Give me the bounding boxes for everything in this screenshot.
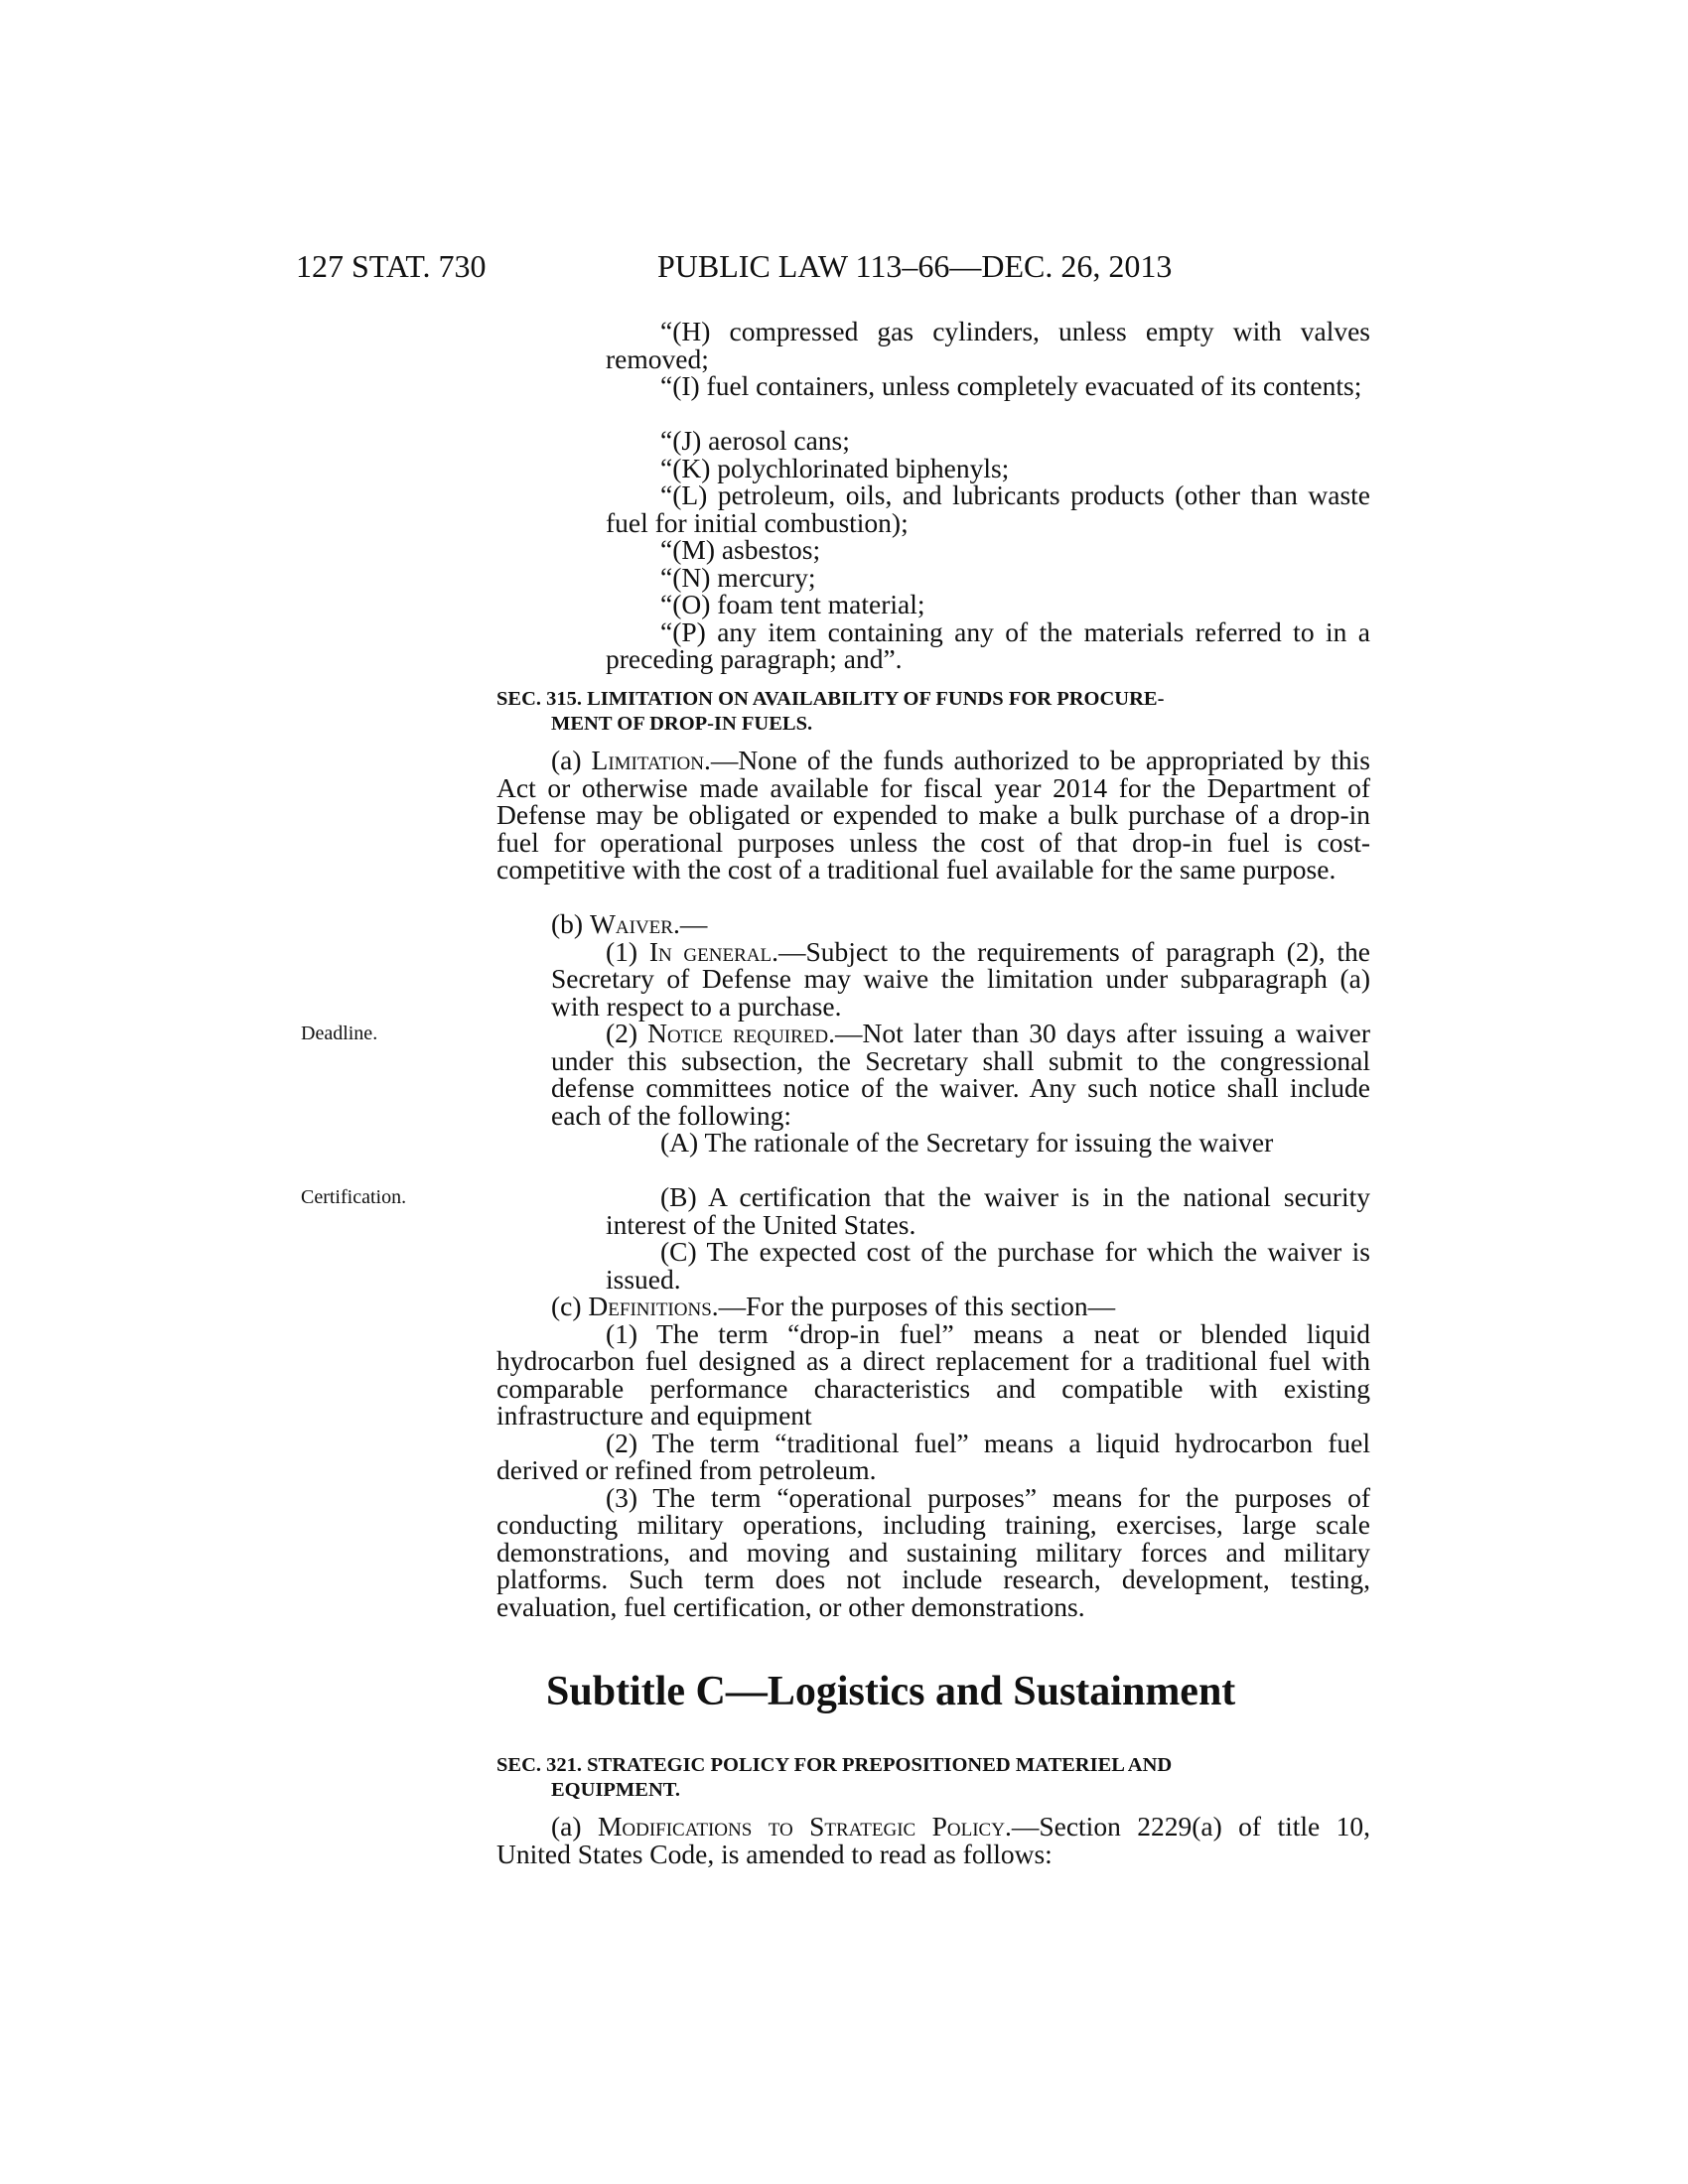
subsection-a: (a) Modifications to Strategic Policy.—Section 2229(a) of title 10, United States Code, is amended to read as follows: — [496, 1811, 1371, 1869]
definition-2: (2) The term “traditional fuel” means a liquid hydrocarbon fuel derived or refined from petroleum. — [496, 1427, 1370, 1485]
subsection-a: (a) Limitation.—None of the funds authorized to be appropriated by this Act or otherwise made available for fiscal year 2014 for the Department of Defense may be obligated or expended to make a bulk purchase of a drop-in fuel for operational purposes unless the cost of that drop-in fuel is cost-competitive with the cost of a traditional fuel available for the same purpose. — [496, 745, 1370, 885]
subparagraph-A: (A) The rationale of the Secretary for issuing the waiver — [660, 1127, 1274, 1158]
subsection-caption: Modifications to Strategic Policy — [597, 1811, 1005, 1842]
list-item: “(I) fuel containers, unless completely evacuated of its contents; — [660, 370, 1362, 401]
paragraph-caption: In general — [648, 935, 773, 967]
subsection-caption: Definitions — [588, 1291, 712, 1321]
subparagraph-C: (C) The expected cost of the purchase for which the waiver is issued. — [606, 1236, 1370, 1295]
subtitle-heading: Subtitle C—Logistics and Sustainment — [546, 1669, 1236, 1714]
section-heading: SEC. 321. STRATEGIC POLICY FOR PREPOSITIONED MATERIEL AND — [496, 1754, 1173, 1776]
list-item: “(P) any item containing any of the materials referred to in a preceding paragraph; and”. — [606, 615, 1370, 674]
list-item: “(H) compressed gas cylinders, unless empty with valves removed; — [606, 316, 1370, 374]
paragraph-b2: (2) Notice required.—Not later than 30 days after issuing a waiver under this subsection, the Secretary shall submit to the congressional defense committees notice of the waiver. Any such notice shall include each of the following: — [551, 1018, 1370, 1131]
margin-note-certification: Certification. — [301, 1186, 407, 1208]
subsection-caption: Waiver — [589, 908, 673, 939]
margin-note-deadline: Deadline. — [301, 1023, 378, 1044]
subparagraph-B: (B) A certification that the waiver is in the national security interest of the United States. — [606, 1181, 1370, 1240]
definition-1: (1) The term “drop-in fuel” means a neat or blended liquid hydrocarbon fuel designed as a direct replacement for a traditional fuel with comparable performance characteristics and compatible with existing infrastructure and equipment — [496, 1317, 1370, 1431]
paragraph-b1: (1) In general.—Subject to the requirements of paragraph (2), the Secretary of Defense may waive the limitation under subparagraph (a) with respect to a purchase. — [551, 935, 1371, 1022]
section-heading-cont: MENT OF DROP-IN FUELS. — [551, 713, 813, 735]
subsection-b: (b) Waiver.— — [551, 908, 708, 939]
list-item: “(M) asbestos; — [660, 534, 821, 565]
list-item: “(O) foam tent material; — [660, 589, 925, 619]
section-heading: SEC. 315. LIMITATION ON AVAILABILITY OF FUNDS FOR PROCURE- — [496, 688, 1165, 710]
list-item: “(N) mercury; — [660, 561, 816, 593]
list-item: “(J) aerosol cans; — [660, 425, 850, 456]
paragraph-caption: Notice required — [647, 1018, 829, 1048]
page-number-ref: 127 STAT. 730 — [296, 248, 487, 284]
subsection-c: (c) Definitions.—For the purposes of this section— — [551, 1291, 1116, 1321]
public-law-ref: PUBLIC LAW 113–66—DEC. 26, 2013 — [657, 248, 1173, 284]
section-heading-cont: EQUIPMENT. — [551, 1779, 681, 1801]
list-item: “(L) petroleum, oils, and lubricants products (other than waste fuel for initial combustion); — [606, 479, 1370, 538]
definition-3: (3) The term “operational purposes” means for the purposes of conducting military operations, including training, exercises, large scale demonstrations, and moving and sustaining military forces and military platforms. Such term does not include research, development, testing, evaluation, fuel certification, or other demonstrations. — [496, 1481, 1370, 1622]
list-item: “(K) polychlorinated biphenyls; — [660, 452, 1010, 483]
subsection-caption: Limitation — [591, 745, 704, 775]
